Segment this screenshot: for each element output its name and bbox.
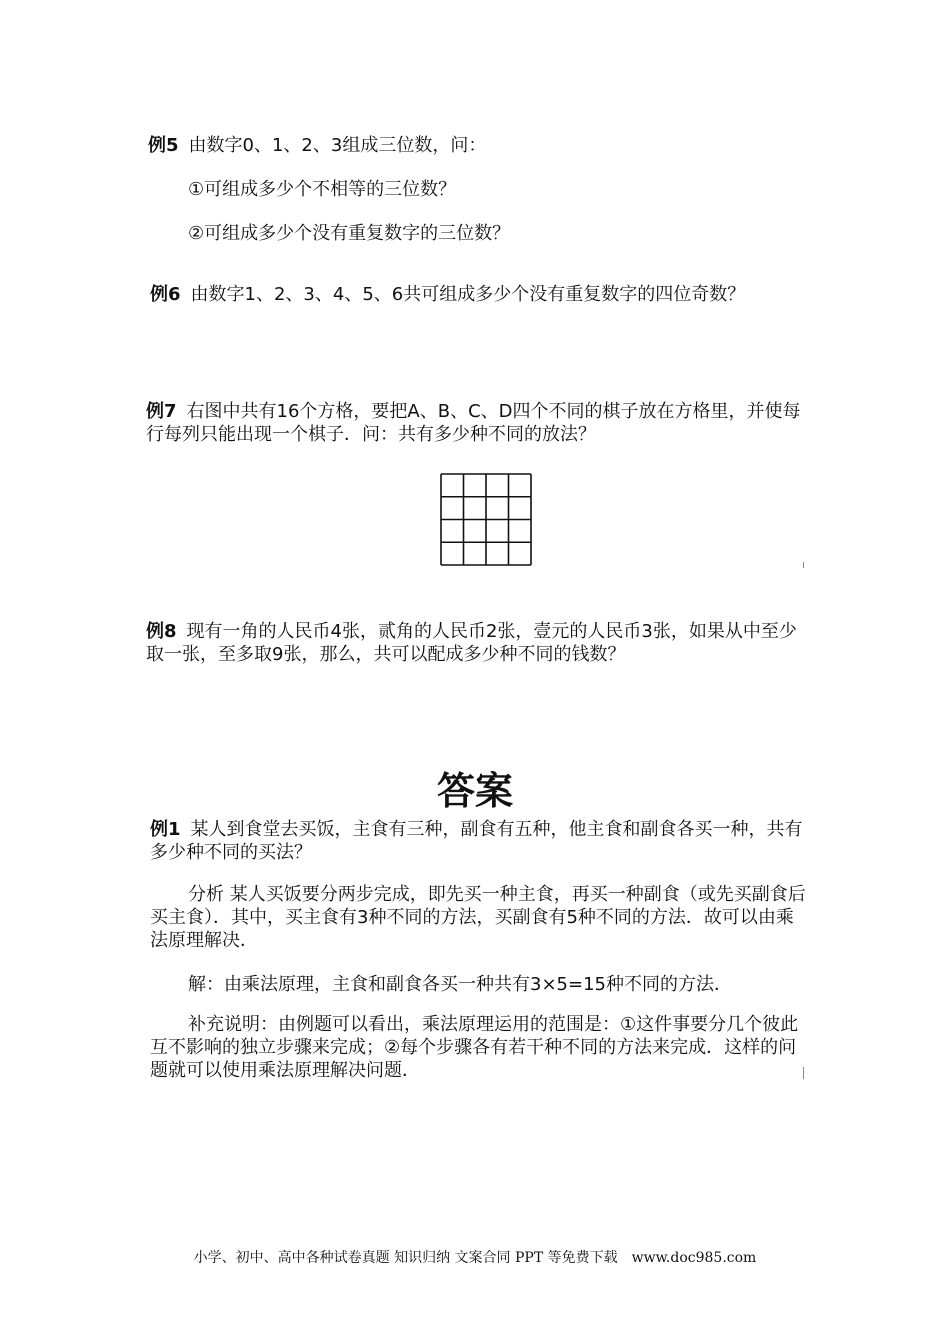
margin-mark (803, 1067, 804, 1079)
example-8-text: 现有一角的人民币4张，贰角的人民币2张，壹元的人民币3张，如果从中至少取一张，至多取9张，那么，共可以配成多少种不同的钱数？ (146, 621, 797, 665)
example-6-text: 由数字1、2、3、4、5、6共可组成多少个没有重复数字的四位奇数？ (190, 284, 746, 305)
example-7-text: 右图中共有16个方格，要把A、B、C、D四个不同的棋子放在方格里，并使每行每列只能出现一个棋子．问：共有多少种不同的放法？ (146, 401, 801, 445)
page-footer: 小学、初中、高中各种试卷真题 知识归纳 文案合同 PPT 等免费下载 www.doc985.com (193, 1250, 757, 1266)
answer-1-question (150, 818, 810, 864)
example-8 (146, 620, 806, 666)
example-7-label: 例7 (146, 401, 177, 422)
board-grid-4x4 (440, 473, 532, 566)
example-8-label: 例8 (146, 621, 177, 642)
answer-1-analysis: 分析 某人买饭要分两步完成，即先买一种主食，再买一种副食（或先买副食后买主食）．其中，买主食有3种不同的方法，买副食有5种不同的方法．故可以由乘法原理解决． (150, 884, 806, 951)
example-5-question-1: ①可组成多少个不相等的三位数？ (188, 179, 457, 200)
example-5-question-2: ②可组成多少个没有重复数字的三位数？ (188, 223, 511, 244)
margin-mark (803, 562, 804, 568)
example-6 (150, 280, 745, 306)
example-5-title (148, 131, 486, 157)
answer-1-note: 补充说明：由例题可以看出，乘法原理运用的范围是：①这件事要分几个彼此互不影响的独立步骤来完成；②每个步骤各有若干种不同的方法来完成．这样的问题就可以使用乘法原理解决问题． (150, 1014, 799, 1081)
answer-1-question-text: 某人到食堂去买饭，主食有三种，副食有五种，他主食和副食各买一种，共有多少种不同的买法？ (150, 819, 803, 863)
example-5-text: 由数字0、1、2、3组成三位数，问： (188, 135, 487, 156)
answer-1-label: 例1 (150, 819, 181, 840)
example-7 (146, 400, 806, 446)
example-6-label: 例6 (150, 284, 181, 305)
example-5-label: 例5 (148, 135, 179, 156)
answer-heading: 答案 (436, 768, 513, 813)
answer-1-solution: 解：由乘法原理，主食和副食各买一种共有3×5=15种不同的方法． (188, 974, 732, 995)
